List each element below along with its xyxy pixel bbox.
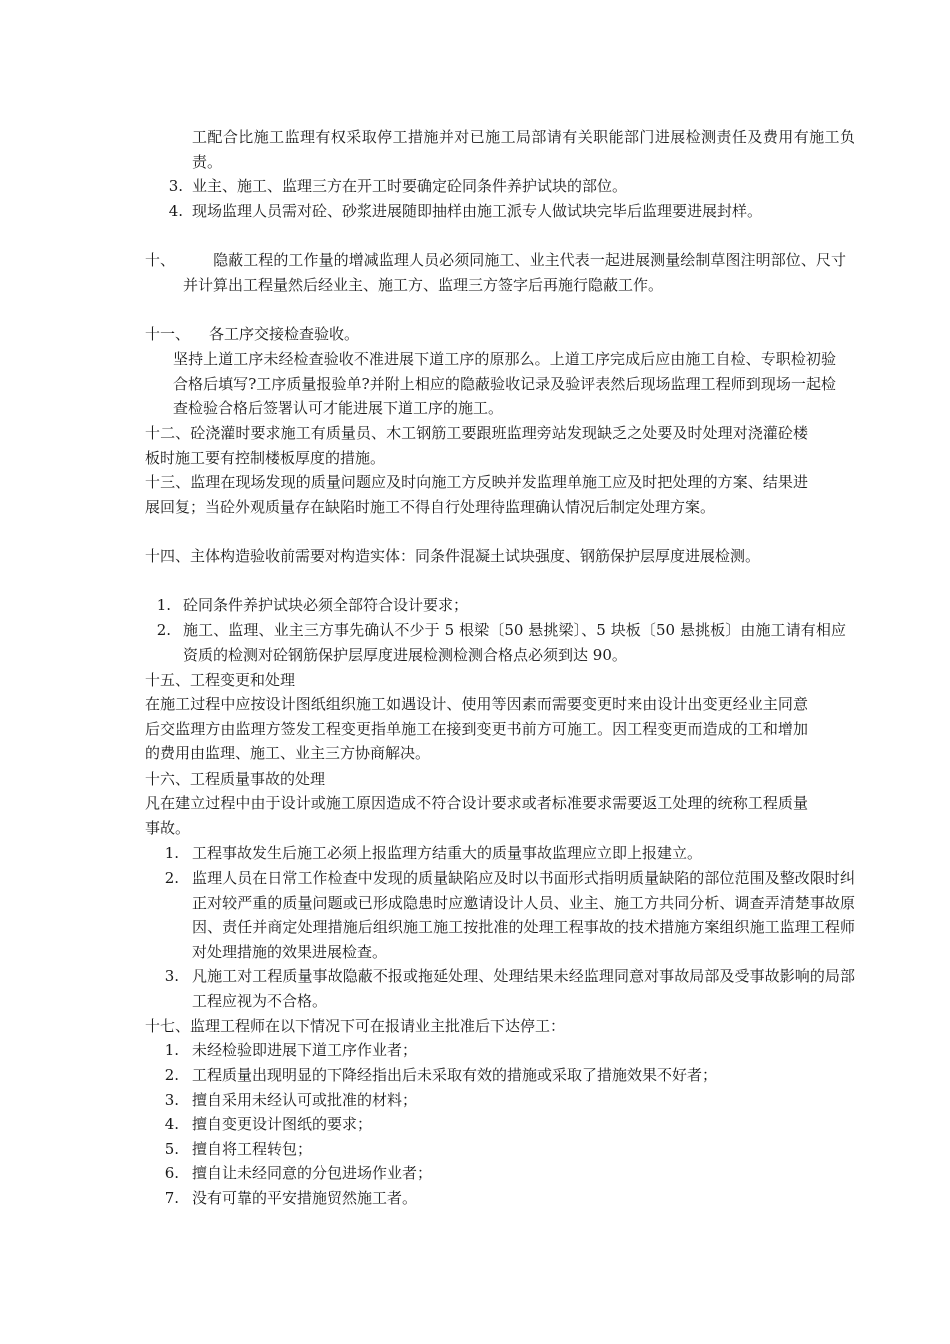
list-number: 6. [164,1164,179,1182]
list-text: 监理人员在日常工作检查中发现的质量缺陷应及时以书面形式指明质量缺陷的部位范围及整改限时纠正对较严重的质量问题或已形成隐患时应邀请设计人员、业主、施工方共同分析、调查弄清楚事故原因、责任并商定处理措施后组织施工施工按批准的处理工程事故的技术措施方案组织施工监理工程师对处理措施的效果进展检查。 [192,869,855,961]
list-text: 凡施工对工程质量事故隐蔽不报或拖延处理、处理结果未经监理同意对事故局部及受事故影响的局部工程应视为不合格。 [192,967,855,1010]
list-number: 4. [164,1115,179,1133]
list-number: 1. [164,1041,179,1059]
list-number: 7. [164,1189,179,1207]
list-item [145,1063,855,1088]
list-item [145,593,846,618]
list-item [145,174,855,199]
section-label: 十一、 [145,325,191,343]
section-10 [145,248,846,297]
list-item [145,1137,855,1162]
list-item [145,1112,855,1137]
list-text: 工程事故发生后施工必须上报监理方结重大的质量事故监理应立即上报建立。 [192,844,703,862]
list-number: 1. [164,844,179,862]
list-number: 3. [168,177,183,195]
list-number: 2. [156,621,171,639]
list-text: 施工、监理、业主三方事先确认不少于 5 根梁〔50 悬挑梁〕、5 块板〔50 悬挑板〕由施工请有相应资质的检测对砼钢筋保护层厚度进展检测检测合格点必须到达 90。 [183,621,846,664]
section-11-heading [145,322,808,347]
list-text: 砼同条件养护试块必须全部符合设计要求； [183,596,469,614]
section-11-body: 坚持上道工序未经检查验收不准进展下道工序的原那么。上道工序完成后应由施工自检、专职检初验合格后填写?工序质量报验单?并附上相应的隐蔽验收记录及验评表然后现场监理工程师到现场一起检查检验合格后签署认可才能进展下道工序的施工。 [173,350,836,417]
section-label: 十、 [145,251,176,269]
list-item [145,1088,855,1113]
list-number: 3. [164,967,179,985]
list-item [145,1186,855,1211]
list-item [145,1038,855,1063]
section-13: 十三、监理在现场发现的质量问题应及时向施工方反映并发监理单施工应及时把处理的方案、结果进展回复；当砼外观质量存在缺陷时施工不得自行处理待监理确认情况后制定处理方案。 [145,473,808,516]
list-item [145,866,855,964]
list-text: 没有可靠的平安措施贸然施工者。 [192,1189,418,1207]
section-17-heading: 十七、监理工程师在以下情况下可在报请业主批准后下达停工： [145,1017,566,1035]
list-item [145,841,855,866]
list-text: 现场监理人员需对砼、砂浆进展随即抽样由施工派专人做试块完毕后监理要进展封样。 [192,202,763,220]
section-12: 十二、砼浇灌时要求施工有质量员、木工钢筋工要跟班监理旁站发现缺乏之处要及时处理对浇灌砼楼板时施工要有控制楼板厚度的措施。 [145,424,808,467]
list-text: 擅自变更设计图纸的要求； [192,1115,373,1133]
list-item [145,964,855,1013]
section-heading: 各工序交接检查验收。 [209,325,360,343]
list-number: 2. [164,869,179,887]
section-14-heading: 十四、主体构造验收前需要对构造实体：同条件混凝土试块强度、钢筋保护层厚度进展检测。 [145,547,761,565]
list-text: 擅自采用未经认可或批准的材料； [192,1091,418,1109]
list-text: 未经检验即进展下道工序作业者； [192,1041,418,1059]
list-number: 2. [164,1066,179,1084]
list-number: 5. [164,1140,179,1158]
section-16-heading: 十六、工程质量事故的处理 [145,770,326,788]
intro-paragraph: 工配合比施工监理有权采取停工措施并对已施工局部请有关职能部门进展检测责任及费用有施工负责。 [192,128,855,171]
list-text: 擅自将工程转包； [192,1140,313,1158]
section-16-body: 凡在建立过程中由于设计或施工原因造成不符合设计要求或者标准要求需要返工处理的统称工程质量事故。 [145,794,808,837]
section-text: 隐蔽工程的工作量的增减监理人员必须同施工、业主代表一起进展测量绘制草图注明部位、尺寸并计算出工程量然后经业主、施工方、监理三方签字后再施行隐蔽工作。 [183,251,846,294]
section-15-heading: 十五、工程变更和处理 [145,671,296,689]
list-item [145,199,855,224]
list-text: 工程质量出现明显的下降经指出后未采取有效的措施或采取了措施效果不好者； [192,1066,718,1084]
list-number: 3. [164,1091,179,1109]
list-text: 业主、施工、监理三方在开工时要确定砼同条件养护试块的部位。 [192,177,628,195]
list-text: 擅自让未经同意的分包进场作业者； [192,1164,433,1182]
list-number: 1. [156,596,171,614]
list-item [145,618,846,667]
list-number: 4. [168,202,183,220]
section-15-body: 在施工过程中应按设计图纸组织施工如遇设计、使用等因素而需要变更时来由设计出变更经业主同意后交监理方由监理方签发工程变更指单施工在接到变更书前方可施工。因工程变更而造成的工和增加的费用由监理、施工、业主三方协商解决。 [145,695,808,762]
list-item [145,1161,855,1186]
